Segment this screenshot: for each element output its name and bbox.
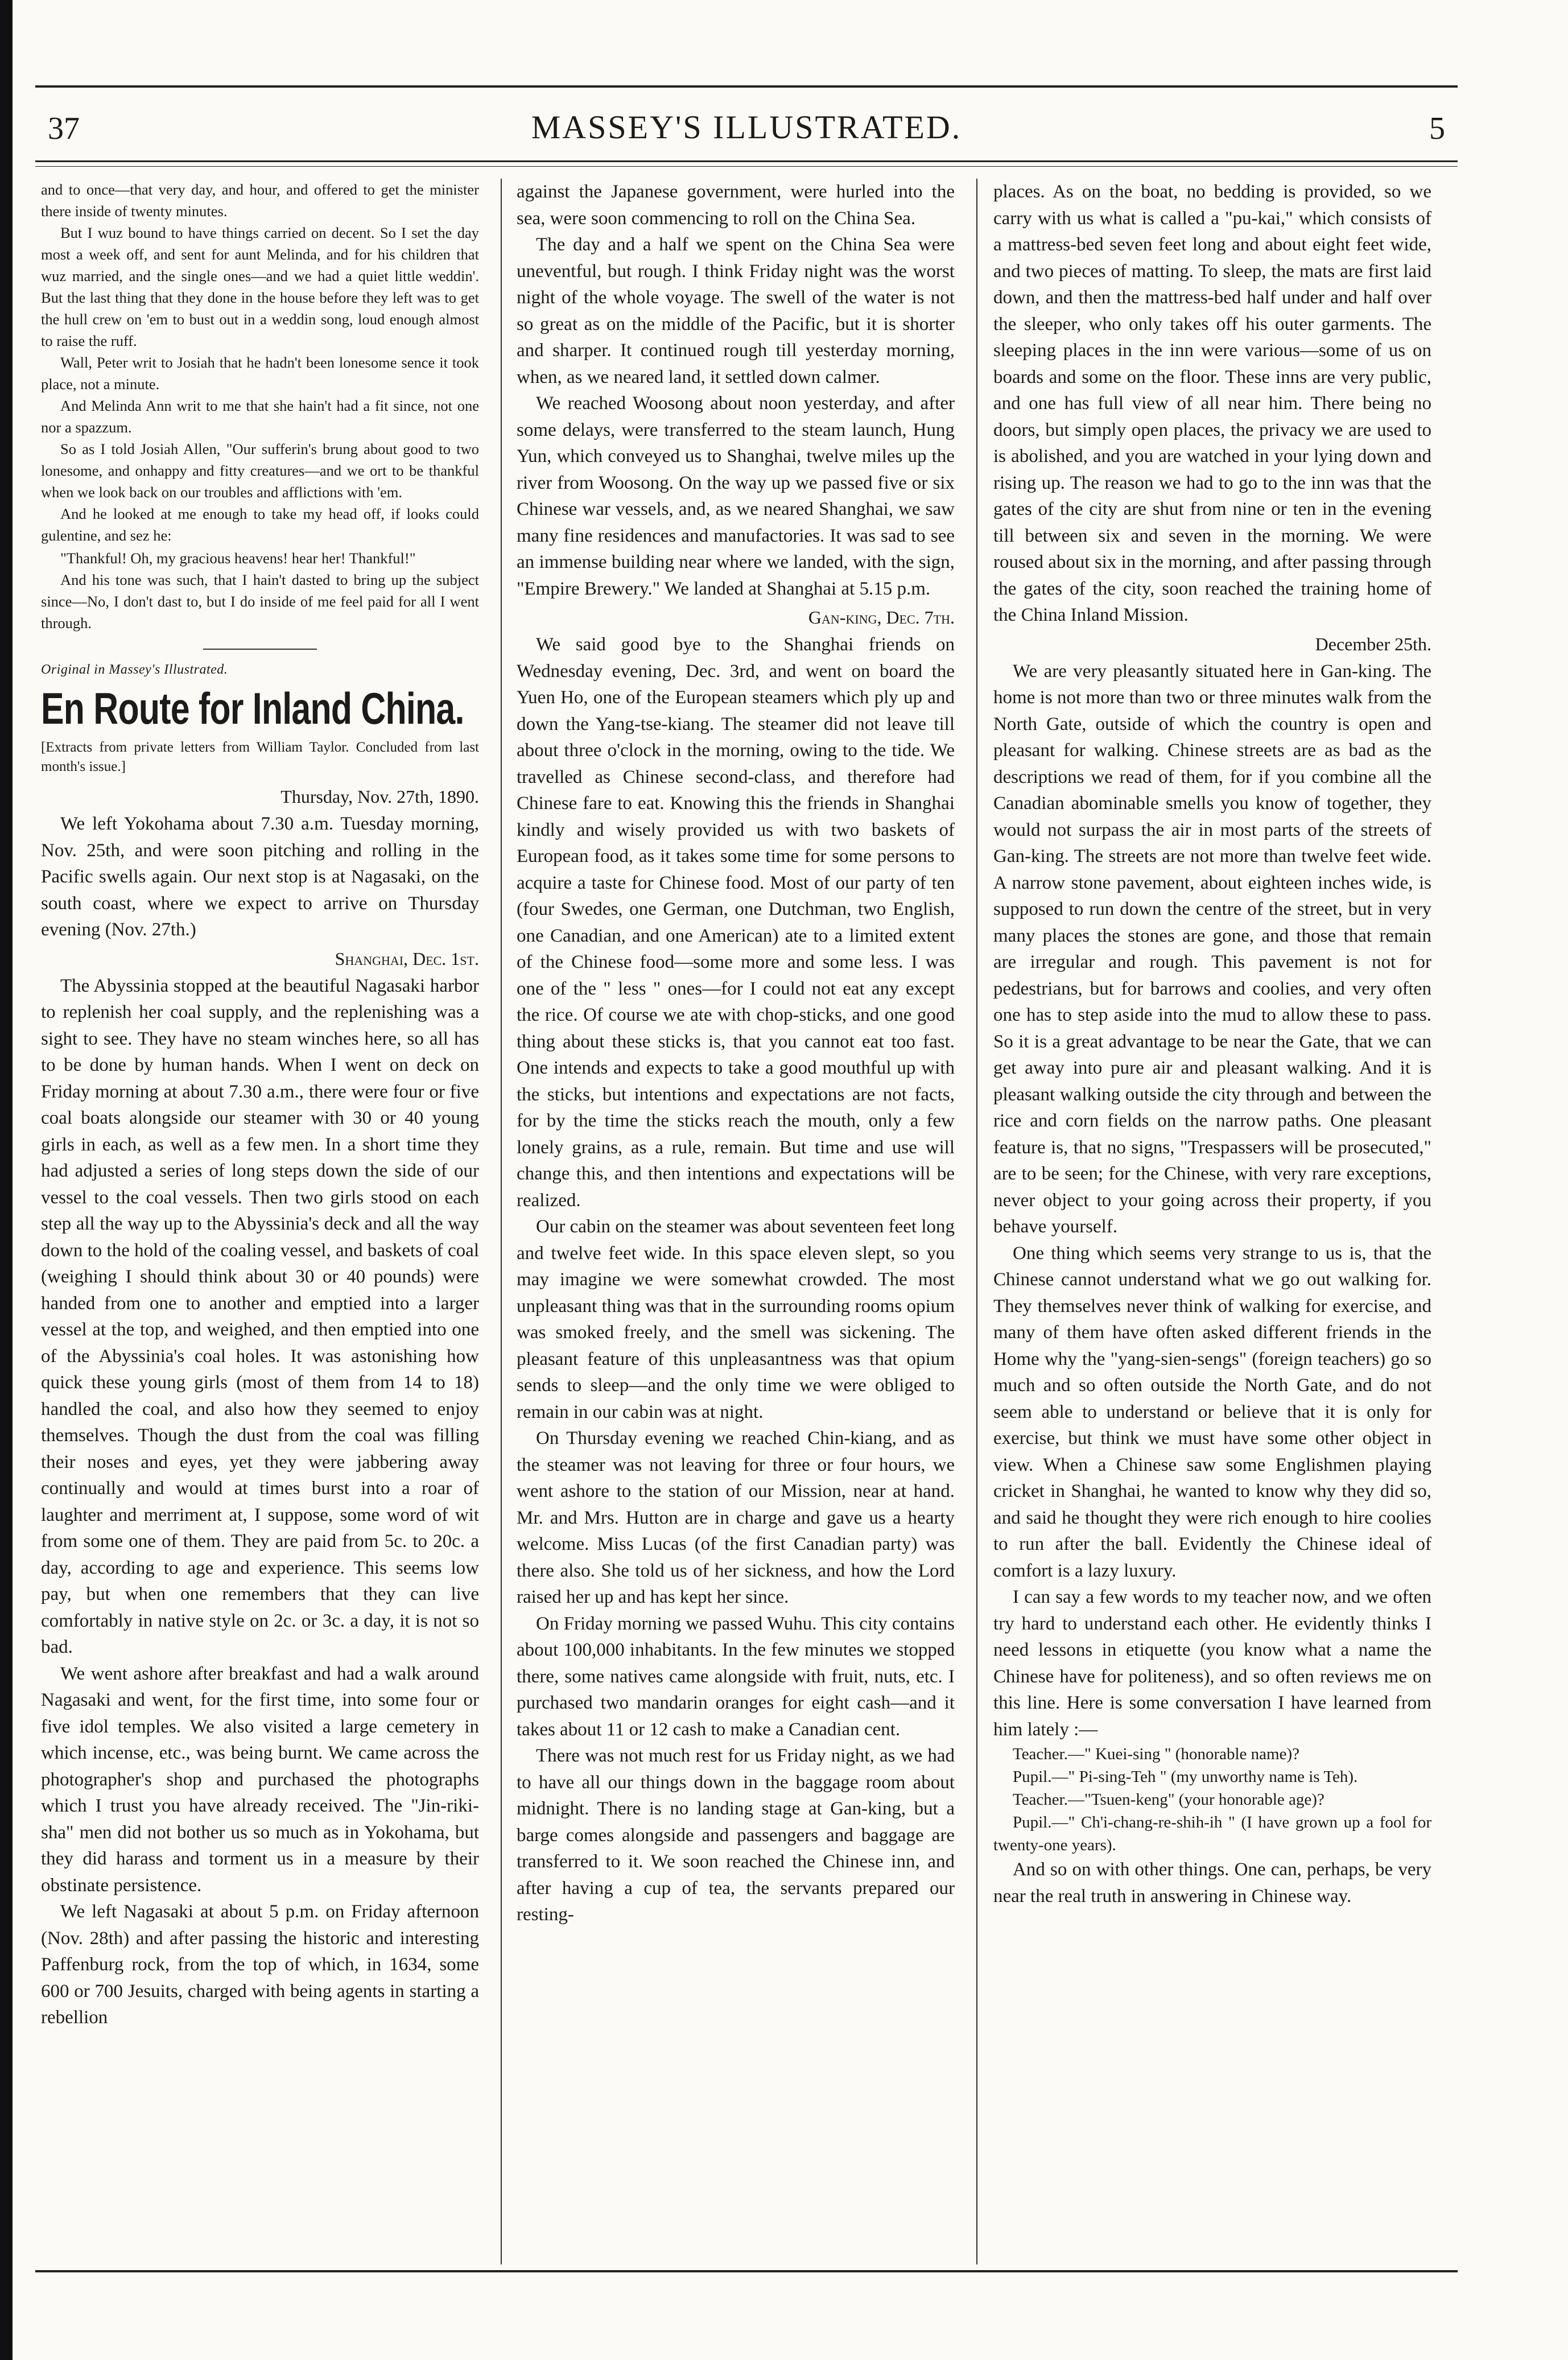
body-paragraph: On Friday morning we passed Wuhu. This city contains about 100,000 inhabitants. In the few minutes we stopped there, some natives came alongside with fruit, nuts, etc. I purchased two mandarin oranges for eight cash—and it takes about 11 or 12 cash to make a Canadian cent. — [517, 1613, 955, 1740]
column-divider — [976, 179, 977, 2264]
publication-title: MASSEY'S ILLUSTRATED. — [531, 109, 962, 146]
dateline: Shanghai, Dec. 1st. — [335, 948, 479, 969]
section-divider — [203, 649, 317, 650]
masthead-rule — [35, 160, 1458, 162]
conversation-line: Pupil.—" Ch'i-chang-re-shih-ih " (I have grown up a fool for twenty-one years). — [993, 1813, 1431, 1854]
story-paragraph: And his tone was such, that I hain't dasted to bring up the subject since—No, I don't dast to, but I do inside of me feel paid for all I went through. — [41, 571, 479, 632]
story-paragraph: and to once—that very day, and hour, and offered to get the minister there inside of twenty minutes. — [41, 181, 479, 220]
body-paragraph: One thing which seems very strange to us is, that the Chinese cannot understand what we go out walking for. They themselves never think of walking for exercise, and many of them have often asked different friends in the Home why the "yang-sien-sengs" (foreign teachers) go so much and so often outside the North Gate, and do not seem able to understand or believe that it is only for exercise, but think we must have some other object in view. When a Chinese saw some Englishmen playing cricket in Shanghai, he wanted to know why they did so, and said he thought they were rich enough to hire coolies to run after the ball. Evidently the Chinese ideal of comfort is a lazy luxury. — [993, 1243, 1431, 1581]
body-paragraph: Our cabin on the steamer was about seventeen feet long and twelve feet wide. In this space eleven slept, so you may imagine we were somewhat crowded. The most unpleasant thing was that in the surrounding rooms opium was smoked freely, and the smell was sickening. The pleasant feature of this unpleasantness was that opium sends to sleep—and the only time we were obliged to remain in our cabin was at night. — [517, 1216, 955, 1422]
body-paragraph: against the Japanese government, were hurled into the sea, were soon commencing to roll on the China Sea. — [517, 181, 955, 229]
body-paragraph: There was not much rest for us Friday night, as we had to have all our things down in the baggage room about midnight. There is no landing stage at Gan-king, but a barge comes alongside and passengers and baggage are transferred to it. We soon reached the Chinese inn, and after having a cup of tea, the servants prepared our resting- — [517, 1746, 955, 1925]
page-number-right: 5 — [1429, 111, 1445, 146]
column-1 — [41, 179, 479, 2264]
masthead — [35, 108, 1458, 159]
column-2 — [517, 179, 955, 2264]
column-divider — [501, 179, 502, 2264]
conversation — [993, 1743, 1431, 1856]
body-paragraph: The day and a half we spent on the China Sea were uneventful, but rough. I think Friday night was the worst night of the whole voyage. The swell of the water is not so great as on the middle of the Pacific, but it is shorter and sharper. It continued rough till yesterday morning, when, as we neared land, it settled down calmer. — [517, 234, 955, 387]
article-credit: Original in Massey's Illustrated. — [41, 662, 228, 677]
dateline: Thursday, Nov. 27th, 1890. — [280, 786, 479, 807]
body-paragraph: And so on with other things. One can, perhaps, be very near the real truth in answering in Chinese way. — [993, 1859, 1431, 1907]
page-number-left: 37 — [48, 111, 80, 146]
bottom-rule — [35, 2270, 1458, 2272]
binding-edge — [0, 0, 13, 2360]
conversation-line: Teacher.—" Kuei-sing " (honorable name)? — [1013, 1745, 1299, 1763]
article-subnote: [Extracts from private letters from William Taylor. Concluded from last month's issue.] — [41, 740, 479, 774]
newspaper-page — [35, 85, 1458, 2304]
body-paragraph: We left Yokohama about 7.30 a.m. Tuesday morning, Nov. 25th, and were soon pitching and rolling in the Pacific swells again. Our next stop is at Nagasaki, on the south coast, where we expect to arrive on Thursday evening (Nov. 27th.) — [41, 814, 479, 940]
top-rule — [35, 85, 1458, 88]
article-headline: En Route for Inland China. — [41, 683, 464, 733]
story-paragraph: So as I told Josiah Allen, "Our sufferin's brung about good to two lonesome, and onhappy and fitty creatures—and we ort to be thankful when we look back on our troubles and afflictions with 'em. — [41, 440, 479, 501]
conversation-line: Pupil.—" Pi-sing-Teh " (my unworthy name is Teh). — [1013, 1768, 1358, 1786]
story-paragraph: Wall, Peter writ to Josiah that he hadn't been lonesome sence it took place, not a minute. — [41, 354, 479, 393]
body-paragraph: I can say a few words to my teacher now, and we often try hard to understand each other. He evidently thinks I need lessons in etiquette (you know what a name the Chinese have for politeness), and so often reviews me on this line. Here is some conversation I have learned from him lately :— — [993, 1587, 1431, 1740]
column-3 — [993, 179, 1431, 2264]
masthead-rule-thin — [35, 166, 1458, 167]
body-paragraph: We said good bye to the Shanghai friends on Wednesday evening, Dec. 3rd, and went on board the Yuen Ho, one of the European steamers which ply up and down the Yang-tse-kiang. The steamer did not leave till about three o'clock in the morning, owing to the tide. We travelled as Chinese second-class, and therefore had Chinese fare to eat. Knowing this the friends in Shanghai kindly and wisely provided us with two baskets of European food, as it takes some time for some persons to acquire a taste for Chinese food. Most of our party of ten (four Swedes, one German, one Dutchman, two English, one Canadian, and one American) ate to a limited extent of the Chinese food—some more and some less. I was one of the " less " ones—for I could not eat any except the rice. Of course we ate with chop-sticks, and one good thing about these sticks is, that you cannot eat too fast. One intends and expects to take a good mouthful up with the sticks, but intentions and expectations are not facts, for by the time the sticks reach the mouth, only a few lonely grains, as a rule, remain. But time and use will change this, and then intentions and expectations will be realized. — [517, 634, 955, 1211]
body-paragraph: places. As on the boat, no bedding is provided, so we carry with us what is called a "pu-kai," which consists of a mattress-bed seven feet long and about eight feet wide, and two pieces of matting. To sleep, the mats are first laid down, and then the mattress-bed half under and half over the sleeper, who only takes off his outer garments. The sleeping places in the inn were various—some of us on boards and some on the floor. These inns are very public, and one has full view of all near him. There being no doors, but simply open places, the privacy we are used to is abolished, and you are watched in your lying down and rising up. The reason we had to go to the inn was that the gates of the city are shut from nine or ten in the evening till between six and seven in the morning. We were roused about six in the morning, and after passing through the gates of the city, soon reached the training home of the China Inland Mission. — [993, 181, 1431, 625]
dateline: Gan-king, Dec. 7th. — [808, 607, 955, 628]
story-continuation — [41, 179, 479, 634]
body-paragraph: On Thursday evening we reached Chin-kiang, and as the steamer was not leaving for three or four hours, we went ashore to the station of our Mission, near at hand. Mr. and Mrs. Hutton are in charge and gave us a hearty welcome. Miss Lucas (of the first Canadian party) was there also. She told us of her sickness, and how the Lord raised her up and has kept her since. — [517, 1428, 955, 1607]
story-paragraph: And he looked at me enough to take my head off, if looks could gulentine, and sez he: — [41, 505, 479, 544]
body-paragraph: We are very pleasantly situated here in Gan-king. The home is not more than two or three minutes walk from the North Gate, outside of which the country is open and pleasant for walking. Chinese streets are as bad as the descriptions we read of them, for if you combine all the Canadian abominable smells you know of together, they would not surpass the air in most parts of the streets of Gan-king. The streets are not more than twelve feet wide. A narrow stone pavement, about eighteen inches wide, is supposed to run down the centre of the street, but in very many places the stones are gone, and those that remain are irregular and rough. This pavement is not for pedestrians, but for barrows and coolies, and very often one has to step aside into the mud to allow these to pass. So it is a great advantage to be near the Gate, that we can get away into pure air and pleasant walking. And it is pleasant walking outside the city through and between the rice and corn fields on the narrow paths. One pleasant feature is, that no signs, "Trespassers will be prosecuted," are to be seen; for the Chinese, with very rare exceptions, never object to your going across their property, if you behave yourself. — [993, 661, 1431, 1237]
dateline: December 25th. — [1315, 633, 1431, 654]
body-paragraph: The Abyssinia stopped at the beautiful Nagasaki harbor to replenish her coal supply, and the replenishing was a sight to see. They have no steam winches here, so all has to be done by human hands. When I went on deck on Friday morning at about 7.30 a.m., there were four or five coal boats alongside our steamer with 30 or 40 young girls in each, as well as a few men. In a short time they had adjusted a series of long steps down the side of our vessel to the coal vessels. Then two girls stood on each step all the way up to the Abyssinia's deck and all the way down to the hold of the coaling vessel, and baskets of coal (weighing I should think about 30 or 40 pounds) were handed from one to another and emptied into a larger vessel at the top, and weighed, and then emptied into one of the Abyssinia's coal holes. It was astonishing how quick these young girls (most of them from 14 to 18) handled the coal, and also how they seemed to enjoy themselves. Though the dust from the coal was filling their noses and eyes, yet they were jabbering away continually and would at times burst into a roar of laughter and merriment at, I suppose, some word of wit from some one of them. They are paid from 5c. to 20c. a day, according to age and experience. This seems low pay, but when one remembers that they can live comfortably in native style on 2c. or 3c. a day, it is not so bad. — [41, 975, 479, 1657]
body-paragraph: We reached Woosong about noon yesterday, and after some delays, were transferred to the steam launch, Hung Yun, which conveyed us to Shanghai, twelve miles up the river from Woosong. On the way up we passed five or six Chinese war vessels, and, as we neared Shanghai, we saw many fine residences and manufactories. It was sad to see an immense building near where we landed, with the sign, "Empire Brewery." We landed at Shanghai at 5.15 p.m. — [517, 393, 955, 599]
body-paragraph: We went ashore after breakfast and had a walk around Nagasaki and went, for the first time, into some four or five idol temples. We also visited a large cemetery in which incense, etc., was being burnt. We came across the photographer's shop and purchased the photographs which I trust you have already received. The "Jin-riki-sha" men did not bother us so much as in Yokohama, but they did harass and torment us in a measure by their obstinate persistence. — [41, 1663, 479, 1896]
body-paragraph: We left Nagasaki at about 5 p.m. on Friday afternoon (Nov. 28th) and after passing the historic and interesting Paffenburg rock, from the top of which, in 1634, some 600 or 700 Jesuits, charged with being agents in starting a rebellion — [41, 1901, 479, 2028]
story-paragraph: "Thankful! Oh, my gracious heavens! hear her! Thankful!" — [60, 550, 416, 567]
conversation-line: Teacher.—"Tsuen-keng" (your honorable age)? — [1013, 1790, 1324, 1809]
story-paragraph: But I wuz bound to have things carried on decent. So I set the day most a week off, and sent for aunt Melinda, and for his children that wuz married, and the single ones—and we had a quiet little weddin'. But the last thing that they done in the house before they left was to get the hull crew on 'em to bust out in a weddin song, loud enough almost to raise the ruff. — [41, 224, 479, 349]
columns — [35, 179, 1458, 2264]
story-paragraph: And Melinda Ann writ to me that she hain't had a fit since, not one nor a spazzum. — [41, 397, 479, 436]
